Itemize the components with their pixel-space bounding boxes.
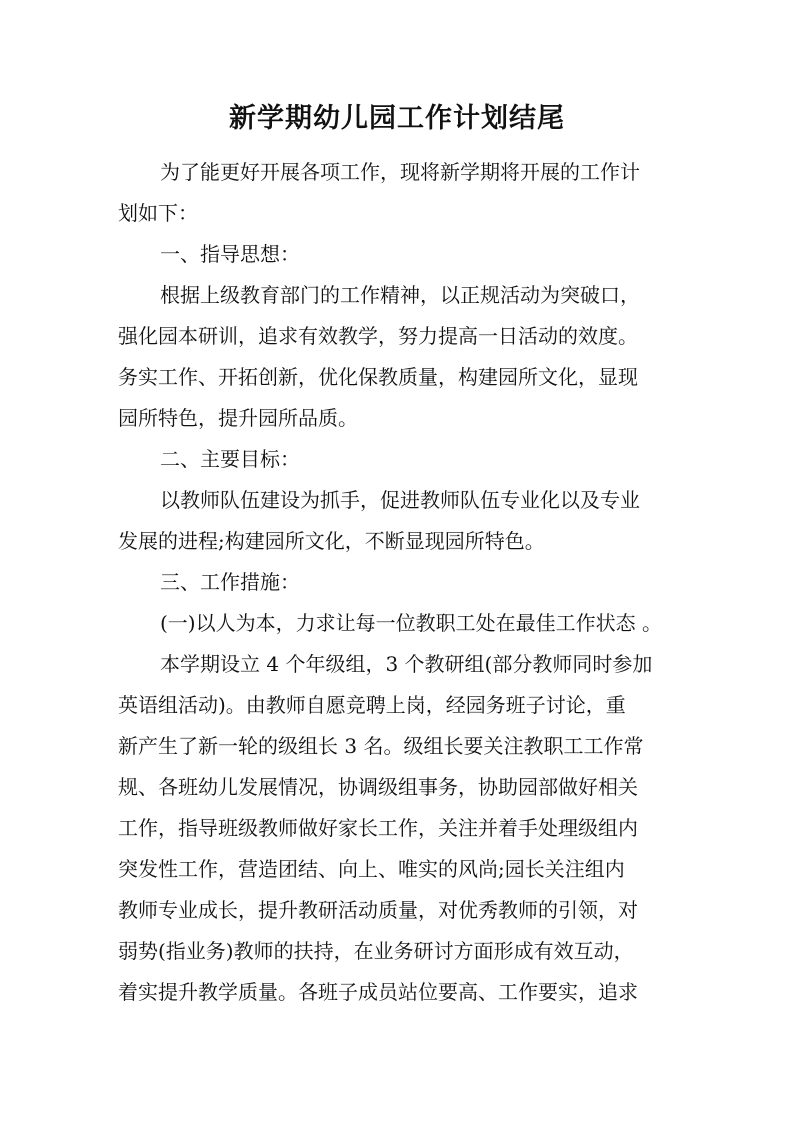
text-line: 工作，指导班级教师做好家长工作，关注并着手处理级组内 xyxy=(118,816,638,840)
text-line: (一)以人为本，力求让每一位教职工处在最佳工作状态 。 xyxy=(160,611,662,635)
text-line: 新产生了新一轮的级组长 3 名。级组长要关注教职工工作常 xyxy=(118,734,644,758)
text-line: 教师专业成长，提升教研活动质量，对优秀教师的引领，对 xyxy=(118,898,638,922)
text-line: 本学期设立 4 个年级组，3 个教研组(部分教师同时参加 xyxy=(160,652,653,676)
text-line: 为了能更好开展各项工作，现将新学期将开展的工作计 xyxy=(160,160,640,184)
text-line: 规、各班幼儿发展情况，协调级组事务，协助园部做好相关 xyxy=(118,775,638,799)
text-line: 英语组活动)。由教师自愿竞聘上岗，经园务班子讨论，重 xyxy=(118,693,626,717)
text-line: 一、指导思想： xyxy=(160,242,300,266)
text-line: 划如下： xyxy=(118,201,198,225)
document-body xyxy=(118,152,678,1013)
text-line: 突发性工作，营造团结、向上、唯实的风尚;园长关注组内 xyxy=(118,857,625,881)
text-line: 以教师队伍建设为抓手，促进教师队伍专业化以及专业 xyxy=(160,488,640,512)
text-line: 务实工作、开拓创新，优化保教质量，构建园所文化，显现 xyxy=(118,365,638,389)
text-line: 根据上级教育部门的工作精神，以正规活动为突破口， xyxy=(160,283,640,307)
text-line: 园所特色，提升园所品质。 xyxy=(118,406,358,430)
text-line: 强化园本研训，追求有效教学，努力提高一日活动的效度。 xyxy=(118,324,638,348)
text-line: 发展的进程;构建园所文化，不断显现园所特色。 xyxy=(118,529,545,553)
text-line: 三、工作措施： xyxy=(160,570,300,594)
text-line: 弱势(指业务)教师的扶持，在业务研讨方面形成有效互动， xyxy=(118,939,634,963)
document-title: 新学期幼儿园工作计划结尾 xyxy=(229,103,565,134)
text-line: 二、主要目标： xyxy=(160,447,300,471)
text-line: 着实提升教学质量。各班子成员站位要高、工作要实，追求 xyxy=(118,980,638,1004)
